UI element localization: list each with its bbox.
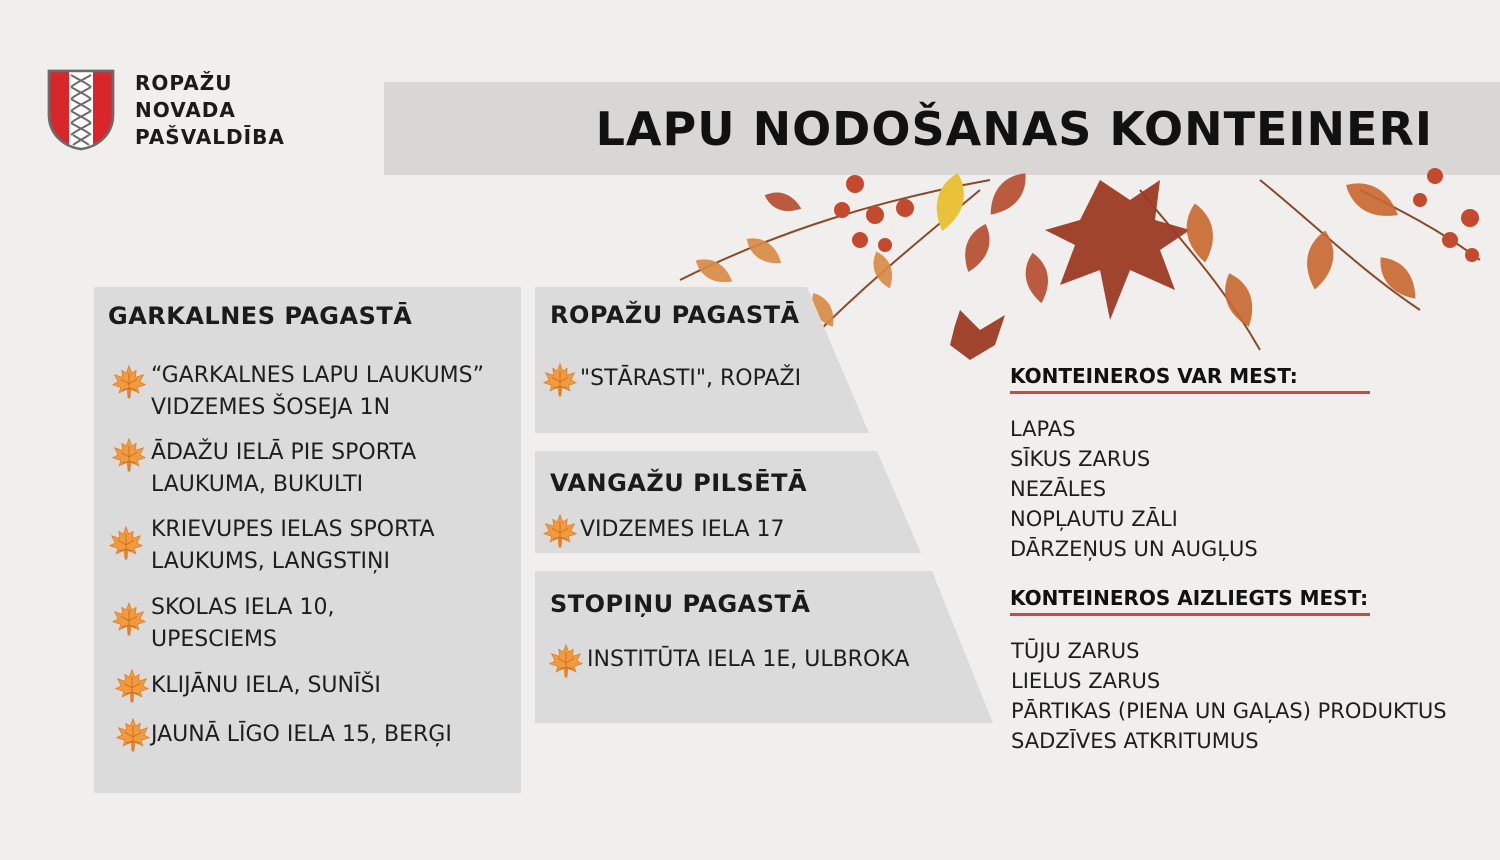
vangazi-heading: VANGAŽU PILSĒTĀ: [550, 469, 808, 497]
logo-line-2: NOVADA: [135, 98, 236, 122]
logo-line-3: PAŠVALDĪBA: [135, 125, 285, 149]
garkalne-heading: GARKALNES PAGASTĀ: [108, 302, 413, 330]
logo-line-1: ROPAŽU: [135, 71, 233, 95]
logo-text: [135, 70, 285, 151]
allowed-item: DĀRZEŅUS UN AUGĻUS: [1010, 537, 1258, 561]
maple-leaf-icon: [542, 362, 578, 398]
forbidden-item: LIELUS ZARUS: [1011, 669, 1161, 693]
garkalne-item-1: [151, 360, 484, 424]
maple-leaf-icon: [111, 364, 147, 400]
forbidden-item: PĀRTIKAS (PIENA UN GAĻAS) PRODUKTUS: [1011, 699, 1447, 723]
garkalne-item-1-line2: VIDZEMES ŠOSEJA 1N: [151, 395, 391, 420]
forbidden-item: TŪJU ZARUS: [1011, 639, 1140, 663]
maple-leaf-icon: [548, 643, 584, 679]
maple-leaf-icon: [108, 525, 144, 561]
stopini-heading: STOPIŅU PAGASTĀ: [550, 590, 811, 618]
allowed-item: LAPAS: [1010, 417, 1076, 441]
maple-leaf-icon: [115, 717, 151, 753]
maple-leaf-icon: [111, 437, 147, 473]
garkalne-item-3-line2: LAUKUMS, LANGSTIŅI: [151, 549, 390, 574]
garkalne-item-2: [151, 437, 416, 501]
garkalne-item-6: JAUNĀ LĪGO IELA 15, BERĢI: [151, 722, 452, 747]
garkalne-item-2-line2: LAUKUMA, BUKULTI: [151, 472, 364, 497]
allowed-item: NOPĻAUTU ZĀLI: [1010, 507, 1178, 531]
page-title: LAPU NODOŠANAS KONTEINERI: [595, 102, 1433, 156]
garkalne-item-1-line1: “GARKALNES LAPU LAUKUMS”: [151, 363, 485, 388]
garkalne-item-2-line1: ĀDAŽU IELĀ PIE SPORTA: [151, 440, 417, 465]
garkalne-item-4: [151, 592, 334, 656]
garkalne-item-3: [151, 514, 435, 578]
coat-of-arms-shield-icon: [47, 69, 115, 151]
maple-leaf-icon: [542, 513, 578, 549]
stopini-item: INSTITŪTA IELA 1E, ULBROKA: [587, 647, 910, 672]
ropazi-heading: ROPAŽU PAGASTĀ: [550, 301, 800, 329]
maple-leaf-icon: [111, 601, 147, 637]
vangazi-item: VIDZEMES IELA 17: [580, 517, 785, 542]
allowed-underline: [1010, 391, 1370, 394]
forbidden-underline: [1010, 613, 1370, 616]
allowed-item: SĪKUS ZARUS: [1010, 447, 1151, 471]
garkalne-item-3-line1: KRIEVUPES IELAS SPORTA: [151, 517, 435, 542]
allowed-list: [1010, 414, 1258, 564]
allowed-heading: KONTEINEROS VAR MEST:: [1010, 364, 1298, 388]
maple-leaf-icon: [114, 668, 150, 704]
garkalne-item-4-line2: UPESCIEMS: [151, 627, 277, 652]
allowed-item: NEZĀLES: [1010, 477, 1107, 501]
forbidden-item: SADZĪVES ATKRITUMUS: [1011, 729, 1259, 753]
garkalne-item-5: KLIJĀNU IELA, SUNĪŠI: [151, 673, 381, 698]
forbidden-heading: KONTEINEROS AIZLIEGTS MEST:: [1010, 586, 1369, 610]
forbidden-list: [1011, 636, 1447, 756]
garkalne-item-4-line1: SKOLAS IELA 10,: [151, 595, 335, 620]
ropazi-item: "STĀRASTI", ROPAŽI: [580, 366, 802, 391]
